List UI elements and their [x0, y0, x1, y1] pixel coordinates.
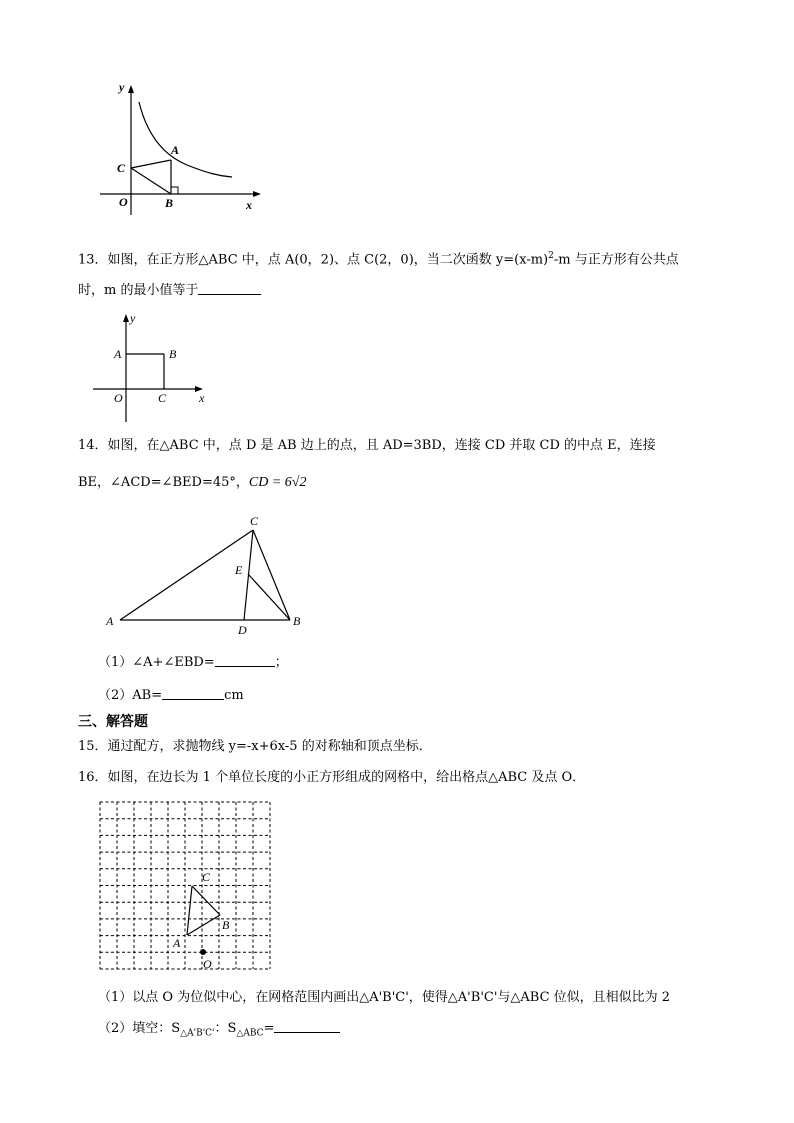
q14-formula: CD = 6√2 — [248, 475, 307, 490]
q14-part1-text: （1）∠A+∠EBD= — [98, 655, 215, 670]
q13-answer-blank[interactable] — [198, 293, 261, 295]
section-heading: 三、解答题 — [78, 714, 148, 730]
q16-part2-pre: （2）填空：S — [98, 1021, 181, 1036]
q14-number: 14． — [78, 438, 108, 453]
q16-part2-blank[interactable] — [274, 1031, 340, 1033]
q15-number: 15． — [78, 739, 108, 754]
fig12-label-o: O — [119, 195, 128, 209]
q13-line2-text: 时，m 的最小值等于 — [78, 283, 199, 298]
q16-part1 — [98, 990, 670, 1006]
q14-line1 — [78, 438, 656, 454]
q14-part2-unit: cm — [224, 688, 244, 703]
fig14-label-d: D — [238, 623, 247, 637]
q14-part1-blank[interactable] — [215, 665, 275, 667]
q13-line1 — [78, 251, 679, 268]
q16-part2 — [98, 1021, 340, 1039]
fig13-label-y: y — [130, 311, 136, 325]
q14-part2-text: （2）AB= — [98, 688, 163, 703]
q14-part2-blank[interactable] — [162, 698, 224, 700]
q16-text: 如图，在边长为 1 个单位长度的小正方形组成的网格中，给出格点△ABC 及点 O． — [107, 770, 586, 785]
fig12-label-y: y — [119, 80, 125, 94]
q15-line — [78, 739, 432, 755]
q16-line — [78, 770, 585, 786]
fig13-label-o: O — [114, 391, 123, 405]
fig12-label-b: B — [165, 196, 174, 210]
q16-part1-text: （1）以点 O 为位似中心，在网格范围内画出△A'B'C'，使得△A'B'C'与△ABC 位似，且相似比为 2 — [98, 990, 671, 1005]
q14-part1-end: ； — [274, 655, 288, 670]
fig16-label-a: A — [173, 936, 181, 950]
q16-number: 16． — [78, 770, 108, 785]
fig12-label-c: C — [117, 161, 126, 175]
q16-part2-sub2: △ABC — [236, 1028, 264, 1039]
fig14-label-c: C — [250, 514, 259, 528]
q13-line1-sup: 2 — [548, 251, 554, 261]
q15-text: 通过配方，求抛物线 y=-x+6x-5 的对称轴和顶点坐标． — [107, 739, 432, 754]
fig14-label-a: A — [106, 614, 114, 628]
fig16-label-c: C — [202, 870, 211, 884]
fig13-label-a: A — [114, 347, 122, 361]
fig16-label-o: O — [203, 957, 212, 971]
fig13-label-x: x — [199, 391, 205, 405]
q13-line2 — [78, 283, 261, 299]
fig14-label-b: B — [293, 614, 301, 628]
figure-q13-graph — [93, 310, 208, 422]
q14-line2-text: BE，∠ACD=∠BED=45°， — [78, 475, 249, 490]
q14-line1-text: 如图，在△ABC 中，点 D 是 AB 边上的点，且 AD=3BD，连接 CD 并取 CD 的中点 E，连接 — [107, 438, 656, 453]
figure-q16-grid — [99, 801, 271, 971]
q13-line1-pre: 如图，在正方形△ABC 中，点 A(0，2)、点 C(2，0)，当二次函数 y=(x-m) — [107, 252, 549, 268]
q14-part1 — [98, 655, 288, 671]
grid-lines — [100, 802, 270, 969]
fig12-label-x: x — [246, 198, 252, 212]
fig12-label-a: A — [171, 143, 180, 157]
q14-part2 — [98, 688, 244, 704]
q16-part2-sub1: △A'B'C' — [180, 1028, 215, 1039]
q13-number: 13． — [78, 252, 108, 268]
fig14-label-e: E — [235, 563, 243, 577]
fig13-label-c: C — [158, 391, 167, 405]
fig16-label-b: B — [222, 918, 230, 932]
q14-line2 — [78, 475, 306, 492]
q16-part2-post: = — [263, 1021, 275, 1036]
figure-q12-graph — [95, 75, 270, 215]
figure-q14-triangle — [100, 512, 310, 640]
fig13-label-b: B — [169, 347, 177, 361]
q13-line1-post: -m 与正方形有公共点 — [553, 252, 679, 268]
q16-part2-mid: ：S — [214, 1021, 237, 1036]
